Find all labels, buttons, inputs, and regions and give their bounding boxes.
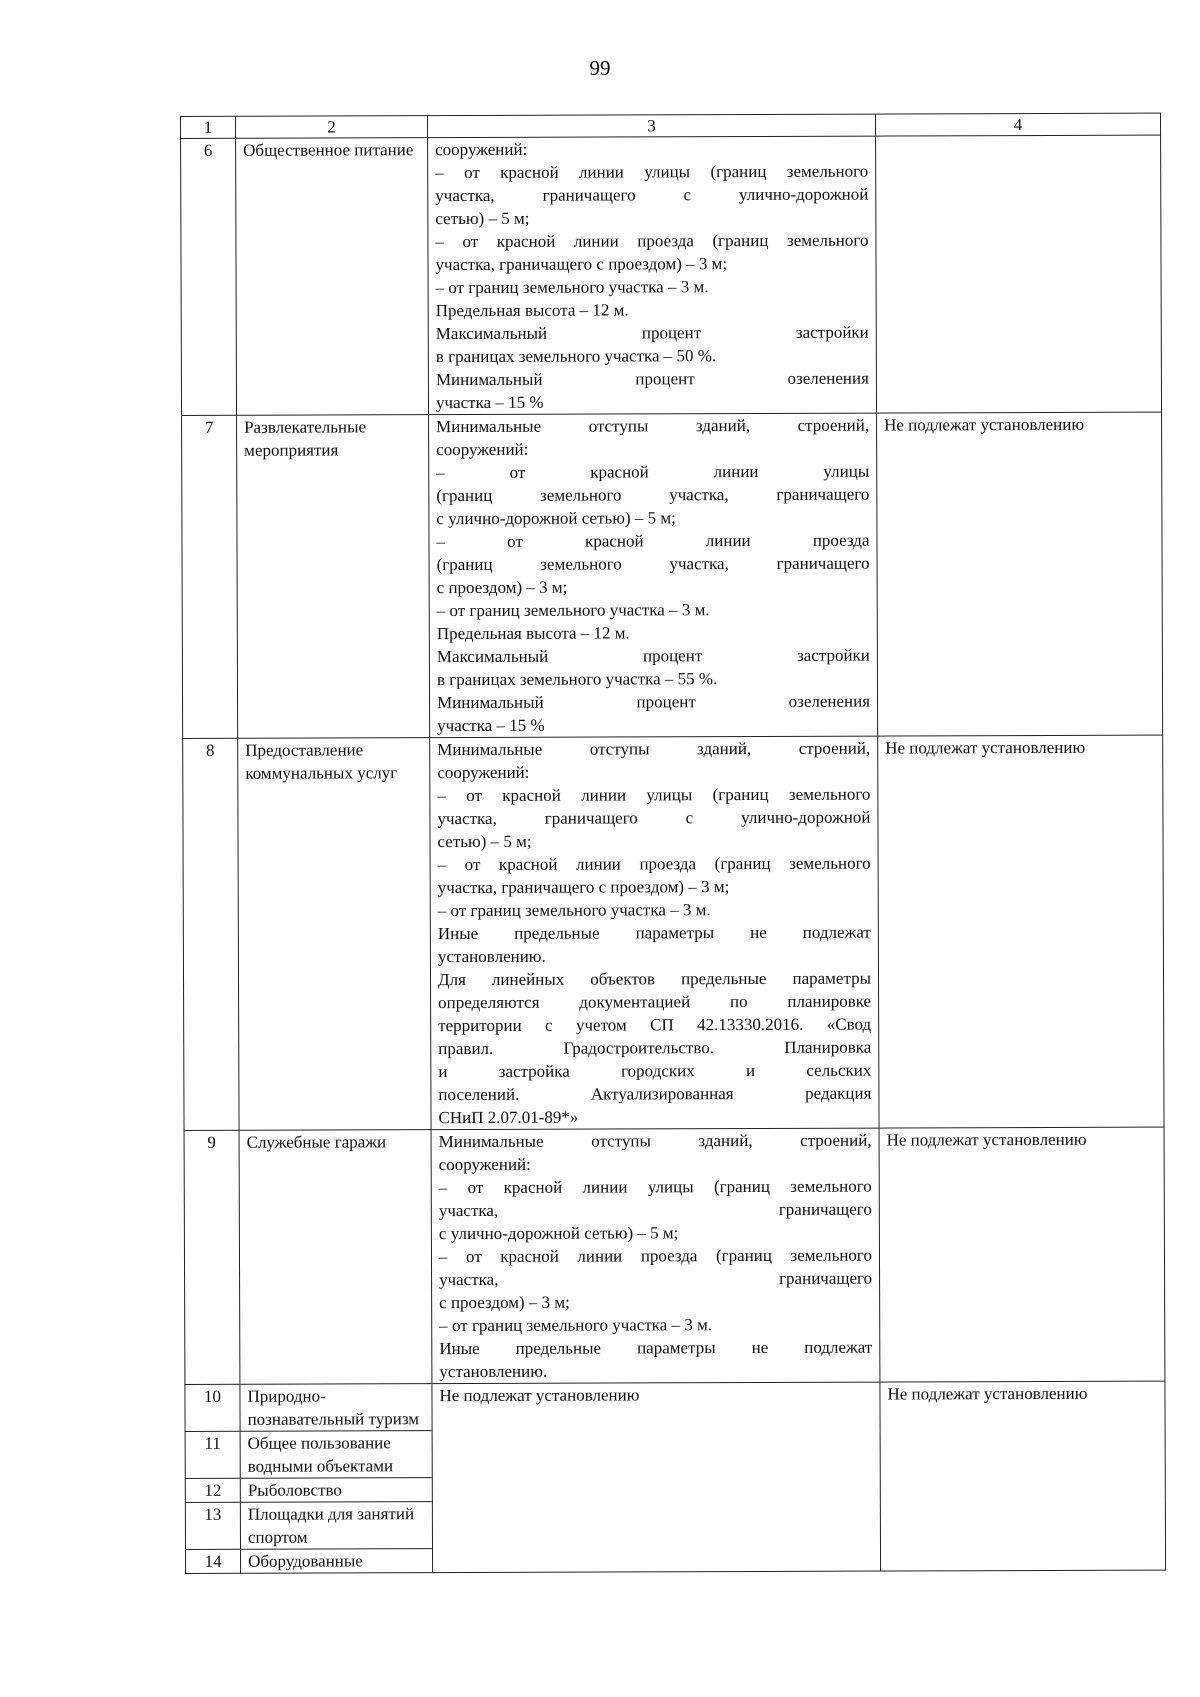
- text-line: Минимальные отступы зданий, строений,: [437, 738, 871, 760]
- parameter-paragraph: [436, 321, 869, 369]
- text-line: сооружений:: [435, 139, 528, 160]
- text-line: участка – 15 %: [435, 392, 544, 413]
- text-line: – от красной линии проезда (границ земельного: [435, 230, 869, 252]
- table-row: [185, 1381, 1165, 1431]
- text-line: участка, граничащего с проездом) – 3 м;: [437, 877, 730, 898]
- text-line: – от красной линии улицы (границ земельного: [438, 1176, 872, 1198]
- row-number: 6: [181, 138, 237, 415]
- parameter-paragraph: [437, 598, 870, 623]
- parameters-cell: [431, 1128, 880, 1384]
- text-line: сооружений:: [438, 1154, 531, 1175]
- parameters-cell: Не подлежат установлению: [432, 1382, 881, 1573]
- text-line: определяются документацией по планировке: [438, 991, 872, 1013]
- parameter-paragraph: [438, 852, 871, 900]
- parameter-paragraph: [439, 1313, 872, 1338]
- note-cell: Не подлежат установлению: [880, 1381, 1166, 1571]
- parameter-paragraph: [439, 1244, 872, 1315]
- text-line: правил. Градостроительство. Планировка: [438, 1037, 872, 1059]
- text-line: Минимальные отступы зданий, строений,: [436, 415, 870, 437]
- regulations-table: [180, 113, 1166, 1574]
- use-name: Природно-познавательный туризм: [240, 1384, 432, 1432]
- row-number: 9: [184, 1130, 240, 1384]
- table-row: [181, 135, 1162, 415]
- column-header: 1: [181, 116, 236, 138]
- use-name: Общественное питание: [236, 138, 429, 416]
- parameter-paragraph: [437, 690, 870, 738]
- text-line: сооружений:: [437, 762, 530, 783]
- page-number: 99: [589, 56, 611, 80]
- parameter-paragraph: [437, 737, 870, 785]
- text-line: сетью) – 5 м;: [437, 831, 532, 852]
- text-line: участка, граничащего: [438, 1199, 872, 1221]
- column-header: 2: [236, 116, 428, 139]
- text-line: Предельная высота – 12 м.: [435, 300, 629, 321]
- parameter-paragraph: [436, 414, 869, 462]
- text-line: – от границ земельного участка – 3 м.: [436, 600, 710, 621]
- parameters-cell: [430, 736, 879, 1130]
- use-name: Общее пользование водными объектами: [240, 1431, 432, 1479]
- table-row: [182, 412, 1163, 738]
- row-number: 12: [185, 1478, 240, 1502]
- row-number: 8: [183, 738, 239, 1130]
- parameter-paragraph: [438, 921, 871, 969]
- text-line: – от красной линии проезда (границ земельного: [437, 853, 871, 875]
- column-header: 3: [428, 114, 876, 138]
- text-line: с проездом) – 3 м;: [436, 577, 568, 598]
- note-cell: Не подлежат установлению: [877, 412, 1163, 736]
- text-line: Максимальный процент застройки: [436, 645, 870, 667]
- text-line: – от красной линии проезда (границ земельного: [438, 1245, 873, 1267]
- text-line: в границах земельного участка – 50 %.: [435, 346, 717, 367]
- use-name: Развлекательные мероприятия: [237, 415, 430, 739]
- text-line: установлению.: [437, 946, 546, 967]
- text-line: – от красной линии проезда: [436, 530, 870, 552]
- text-line: Минимальный процент озеленения: [435, 368, 869, 390]
- text-line: участка – 15 %: [437, 715, 545, 736]
- text-line: (границ земельного участка, граничащего: [436, 553, 870, 575]
- text-line: Иные предельные параметры не подлежат: [439, 1337, 873, 1359]
- parameter-paragraph: [437, 783, 870, 854]
- note-cell: Не подлежат установлению: [879, 1127, 1165, 1382]
- text-line: территории с учетом СП 42.13330.2016. «Свод: [438, 1014, 872, 1036]
- row-number: 14: [186, 1549, 241, 1573]
- table-row: [183, 735, 1164, 1130]
- text-line: в границах земельного участка – 55 %.: [436, 669, 718, 690]
- text-line: установлению.: [439, 1361, 548, 1382]
- text-line: участка, граничащего с улично-дорожной: [437, 807, 871, 829]
- parameter-paragraph: [439, 1336, 872, 1384]
- text-line: сооружений:: [436, 439, 529, 460]
- note-cell: Не подлежат установлению: [878, 735, 1164, 1128]
- parameter-paragraph: [436, 460, 869, 531]
- parameter-paragraph: [435, 137, 868, 162]
- parameter-paragraph: [436, 298, 869, 323]
- text-line: (границ земельного участка, граничащего: [436, 484, 870, 506]
- text-line: – от границ земельного участка – 3 м.: [439, 1315, 713, 1336]
- parameters-cell: [429, 413, 878, 738]
- text-line: – от границ земельного участка – 3 м.: [435, 277, 709, 298]
- text-line: Максимальный процент застройки: [435, 322, 869, 344]
- parameter-paragraph: [439, 1129, 872, 1177]
- text-line: с проездом) – 3 м;: [439, 1292, 570, 1313]
- parameter-paragraph: [436, 367, 869, 415]
- text-line: сетью) – 5 м;: [435, 208, 530, 229]
- text-line: СНиП 2.07.01-89*»: [438, 1107, 579, 1128]
- parameter-paragraph: [436, 529, 869, 600]
- use-name: Рыболовство: [240, 1478, 432, 1503]
- parameter-paragraph: [438, 898, 871, 923]
- parameter-paragraph: [439, 1175, 872, 1246]
- header-row: [181, 113, 1161, 138]
- text-line: Для линейных объектов предельные параметры: [437, 968, 872, 990]
- row-number: 13: [185, 1502, 240, 1549]
- table-row: [184, 1127, 1165, 1384]
- text-line: Минимальные отступы зданий, строений,: [438, 1130, 872, 1152]
- row-number: 7: [182, 415, 238, 738]
- text-line: участка, граничащего с улично-дорожной: [435, 184, 869, 206]
- text-line: Иные предельные параметры не подлежат: [437, 922, 871, 944]
- parameter-paragraph: [435, 229, 868, 277]
- parameter-paragraph: [437, 644, 870, 692]
- text-line: – от красной линии улицы (границ земельного: [437, 784, 871, 806]
- text-line: с улично-дорожной сетью) – 5 м;: [436, 508, 676, 529]
- text-line: Минимальный процент озеленения: [437, 691, 871, 713]
- row-number: 10: [185, 1384, 240, 1431]
- use-name: Служебные гаражи: [239, 1130, 432, 1385]
- text-line: с улично-дорожной сетью) – 5 м;: [438, 1223, 679, 1244]
- text-line: Предельная высота – 12 м.: [436, 623, 630, 644]
- parameter-paragraph: [435, 160, 868, 231]
- text-line: – от красной линии улицы (границ земельного: [435, 161, 869, 183]
- text-line: участка, граничащего с проездом) – 3 м;: [435, 254, 728, 275]
- use-name: Оборудованные: [241, 1549, 433, 1574]
- text-line: – от границ земельного участка – 3 м.: [437, 900, 711, 921]
- parameter-paragraph: [437, 621, 870, 646]
- use-name: Площадки для занятий спортом: [240, 1502, 432, 1550]
- column-header: 4: [875, 113, 1160, 136]
- use-name: Предоставление коммунальных услуг: [238, 738, 431, 1131]
- text-line: – от красной линии улицы: [436, 461, 870, 483]
- text-line: поселений. Актуализированная редакция: [438, 1083, 872, 1105]
- text-line: и застройка городских и сельских: [438, 1060, 872, 1082]
- parameters-cell: [428, 136, 877, 415]
- parameter-paragraph: [436, 275, 869, 300]
- text-line: участка, граничащего: [439, 1268, 873, 1290]
- parameter-paragraph: [438, 967, 872, 1130]
- note-cell: [876, 135, 1162, 413]
- row-number: 11: [185, 1431, 240, 1478]
